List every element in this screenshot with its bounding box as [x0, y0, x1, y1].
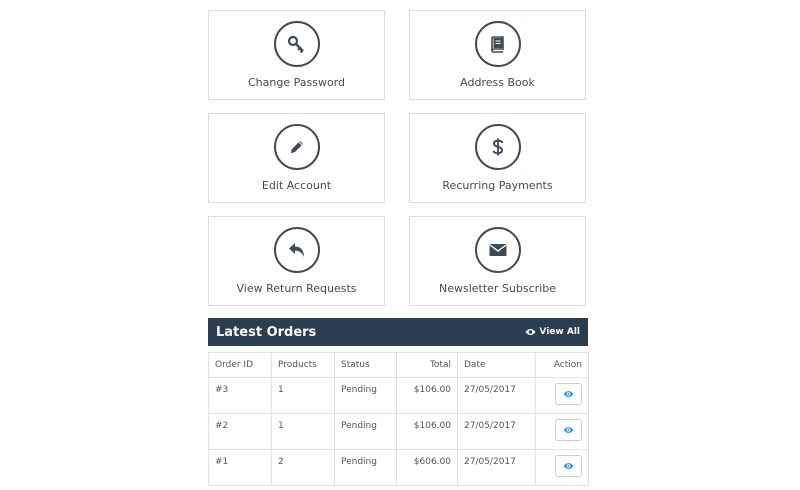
address-book-tile[interactable]	[409, 10, 586, 100]
eye-icon	[563, 462, 574, 470]
action-cell	[536, 450, 589, 486]
total-cell: $106.00	[397, 378, 458, 414]
status-cell: Pending	[335, 414, 397, 450]
latest-orders-title: Latest Orders	[216, 324, 317, 340]
orders-table	[208, 352, 589, 486]
pencil-icon	[274, 124, 320, 170]
column-header-order-id: Order ID	[209, 353, 272, 378]
table-row	[209, 450, 589, 486]
products-cell: 2	[272, 450, 335, 486]
column-header-products: Products	[272, 353, 335, 378]
latest-orders-header	[208, 318, 588, 346]
products-cell: 1	[272, 378, 335, 414]
column-header-action: Action	[536, 353, 589, 378]
date-cell: 27/05/2017	[458, 378, 536, 414]
eye-icon	[563, 390, 574, 398]
action-cell	[536, 378, 589, 414]
column-header-date: Date	[458, 353, 536, 378]
tile-label: Recurring Payments	[442, 179, 553, 192]
view-order-button[interactable]	[555, 383, 582, 405]
table-row	[209, 378, 589, 414]
latest-orders-panel	[208, 318, 588, 486]
edit-account-tile[interactable]	[208, 113, 385, 203]
tile-label: Change Password	[248, 76, 345, 89]
newsletter-subscribe-tile[interactable]	[409, 216, 586, 306]
table-header-row	[209, 353, 589, 378]
change-password-tile[interactable]	[208, 10, 385, 100]
view-return-requests-tile[interactable]	[208, 216, 385, 306]
column-header-total: Total	[397, 353, 458, 378]
reply-icon	[274, 227, 320, 273]
eye-icon	[525, 328, 536, 336]
tile-label: View Return Requests	[236, 282, 357, 295]
recurring-payments-tile[interactable]	[409, 113, 586, 203]
tile-label: Newsletter Subscribe	[438, 282, 556, 295]
total-cell: $106.00	[397, 414, 458, 450]
book-icon	[475, 21, 521, 67]
date-cell: 27/05/2017	[458, 450, 536, 486]
view-order-button[interactable]	[555, 419, 582, 441]
tile-label: Edit Account	[261, 179, 332, 192]
tile-label: Address Book	[460, 76, 535, 89]
column-header-status: Status	[335, 353, 397, 378]
total-cell: $606.00	[397, 450, 458, 486]
table-row	[209, 414, 589, 450]
view-all-label: View All	[539, 327, 580, 337]
order-id-cell: #2	[209, 414, 272, 450]
date-cell: 27/05/2017	[458, 414, 536, 450]
eye-icon	[563, 426, 574, 434]
view-all-link[interactable]	[525, 327, 580, 337]
key-icon	[274, 21, 320, 67]
dollar-icon	[475, 124, 521, 170]
order-id-cell: #1	[209, 450, 272, 486]
order-id-cell: #3	[209, 378, 272, 414]
status-cell: Pending	[335, 450, 397, 486]
envelope-icon	[475, 227, 521, 273]
status-cell: Pending	[335, 378, 397, 414]
action-cell	[536, 414, 589, 450]
view-order-button[interactable]	[555, 455, 582, 477]
products-cell: 1	[272, 414, 335, 450]
